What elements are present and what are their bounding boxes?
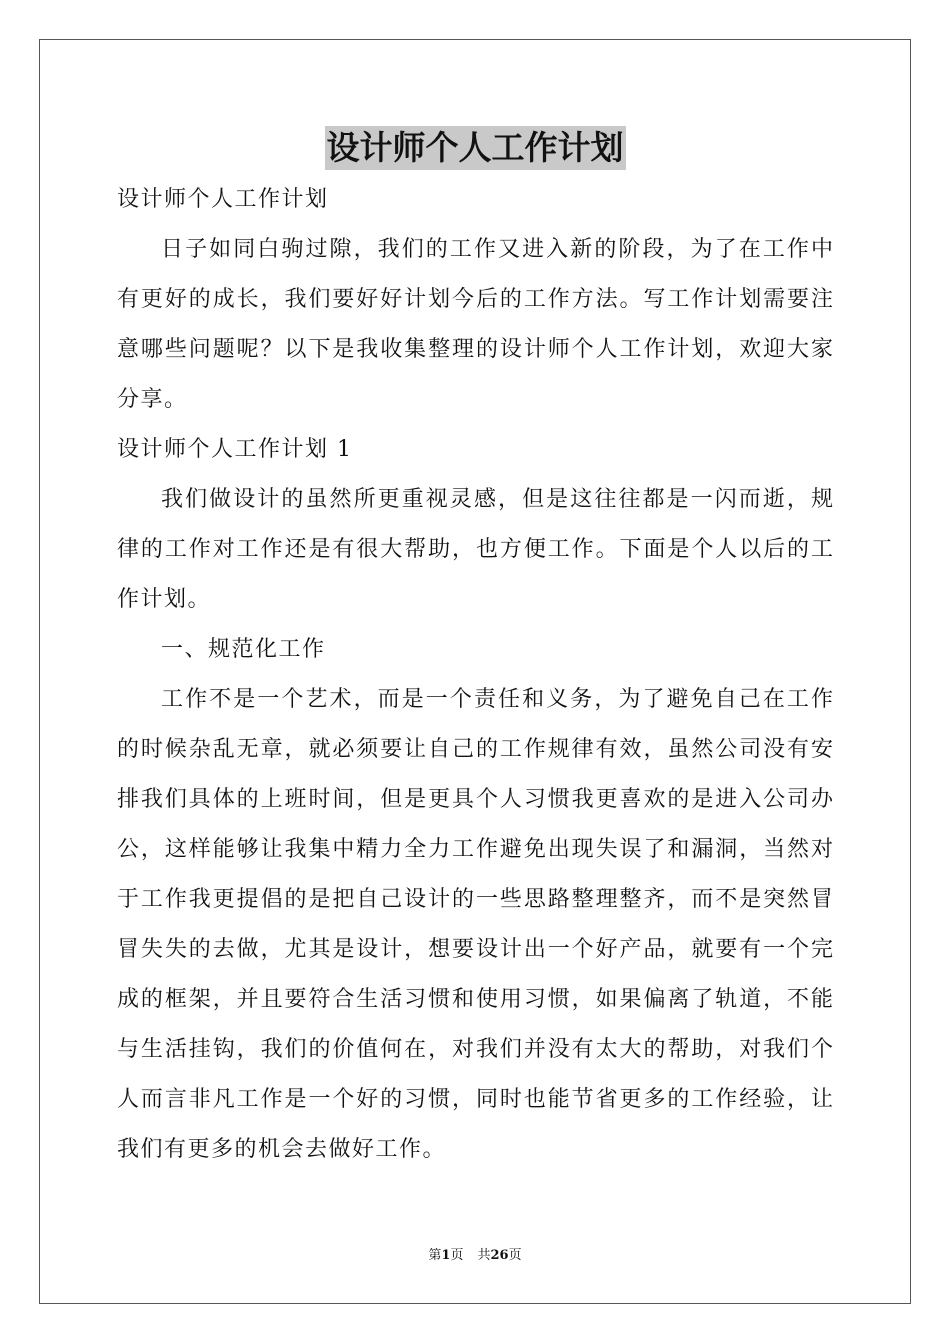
paragraph-line: 我们做设计的虽然所更重视灵感，但是这往往都是一闪而逝，规	[161, 487, 833, 512]
footer-page-prefix: 第	[428, 1248, 442, 1263]
section-heading: 设计师个人工作计划 1	[117, 437, 353, 462]
footer-total-prefix: 共	[477, 1248, 491, 1263]
footer-page-suffix: 页	[450, 1248, 464, 1263]
paragraph-line: 工作不是一个艺术，而是一个责任和义务，为了避免自己在工作	[161, 687, 833, 712]
paragraph-line: 我们有更多的机会去做好工作。	[117, 1137, 447, 1162]
paragraph-line: 分享。	[117, 387, 188, 412]
footer-total-suffix: 页	[508, 1248, 522, 1263]
paragraph-line: 排我们具体的上班时间，但是更具个人习惯我更喜欢的是进入公司办	[117, 787, 833, 812]
document-title: 设计师个人工作计划	[325, 126, 626, 170]
paragraph-line: 设计师个人工作计划	[117, 187, 329, 212]
page-footer	[0, 1246, 950, 1266]
subsection-heading: 一、规范化工作	[161, 637, 326, 662]
paragraph-line: 日子如同白驹过隙，我们的工作又进入新的阶段，为了在工作中	[161, 237, 833, 262]
paragraph-line: 公，这样能够让我集中精力全力工作避免出现失误了和漏洞，当然对	[117, 837, 833, 862]
paragraph-line: 的时候杂乱无章，就必须要让自己的工作规律有效，虽然公司没有安	[117, 737, 833, 762]
paragraph-line: 人而言非凡工作是一个好的习惯，同时也能节省更多的工作经验，让	[117, 1087, 833, 1112]
paragraph-line: 与生活挂钩，我们的价值何在，对我们并没有太大的帮助，对我们个	[117, 1037, 833, 1062]
paragraph-line: 作计划。	[117, 587, 212, 612]
footer-page-number: 1	[441, 1248, 451, 1263]
paragraph-line: 有更好的成长，我们要好好计划今后的工作方法。写工作计划需要注	[117, 287, 833, 312]
title-area	[0, 126, 950, 170]
footer-total-pages: 26	[490, 1248, 509, 1263]
document-body	[117, 175, 833, 1175]
paragraph-line: 冒失失的去做，尤其是设计，想要设计出一个好产品，就要有一个完	[117, 937, 833, 962]
paragraph-line: 意哪些问题呢？以下是我收集整理的设计师个人工作计划，欢迎大家	[117, 337, 833, 362]
paragraph-line: 于工作我更提倡的是把自己设计的一些思路整理整齐，而不是突然冒	[117, 887, 833, 912]
paragraph-line: 律的工作对工作还是有很大帮助，也方便工作。下面是个人以后的工	[117, 537, 833, 562]
paragraph-line: 成的框架，并且要符合生活习惯和使用习惯，如果偏离了轨道，不能	[117, 987, 833, 1012]
